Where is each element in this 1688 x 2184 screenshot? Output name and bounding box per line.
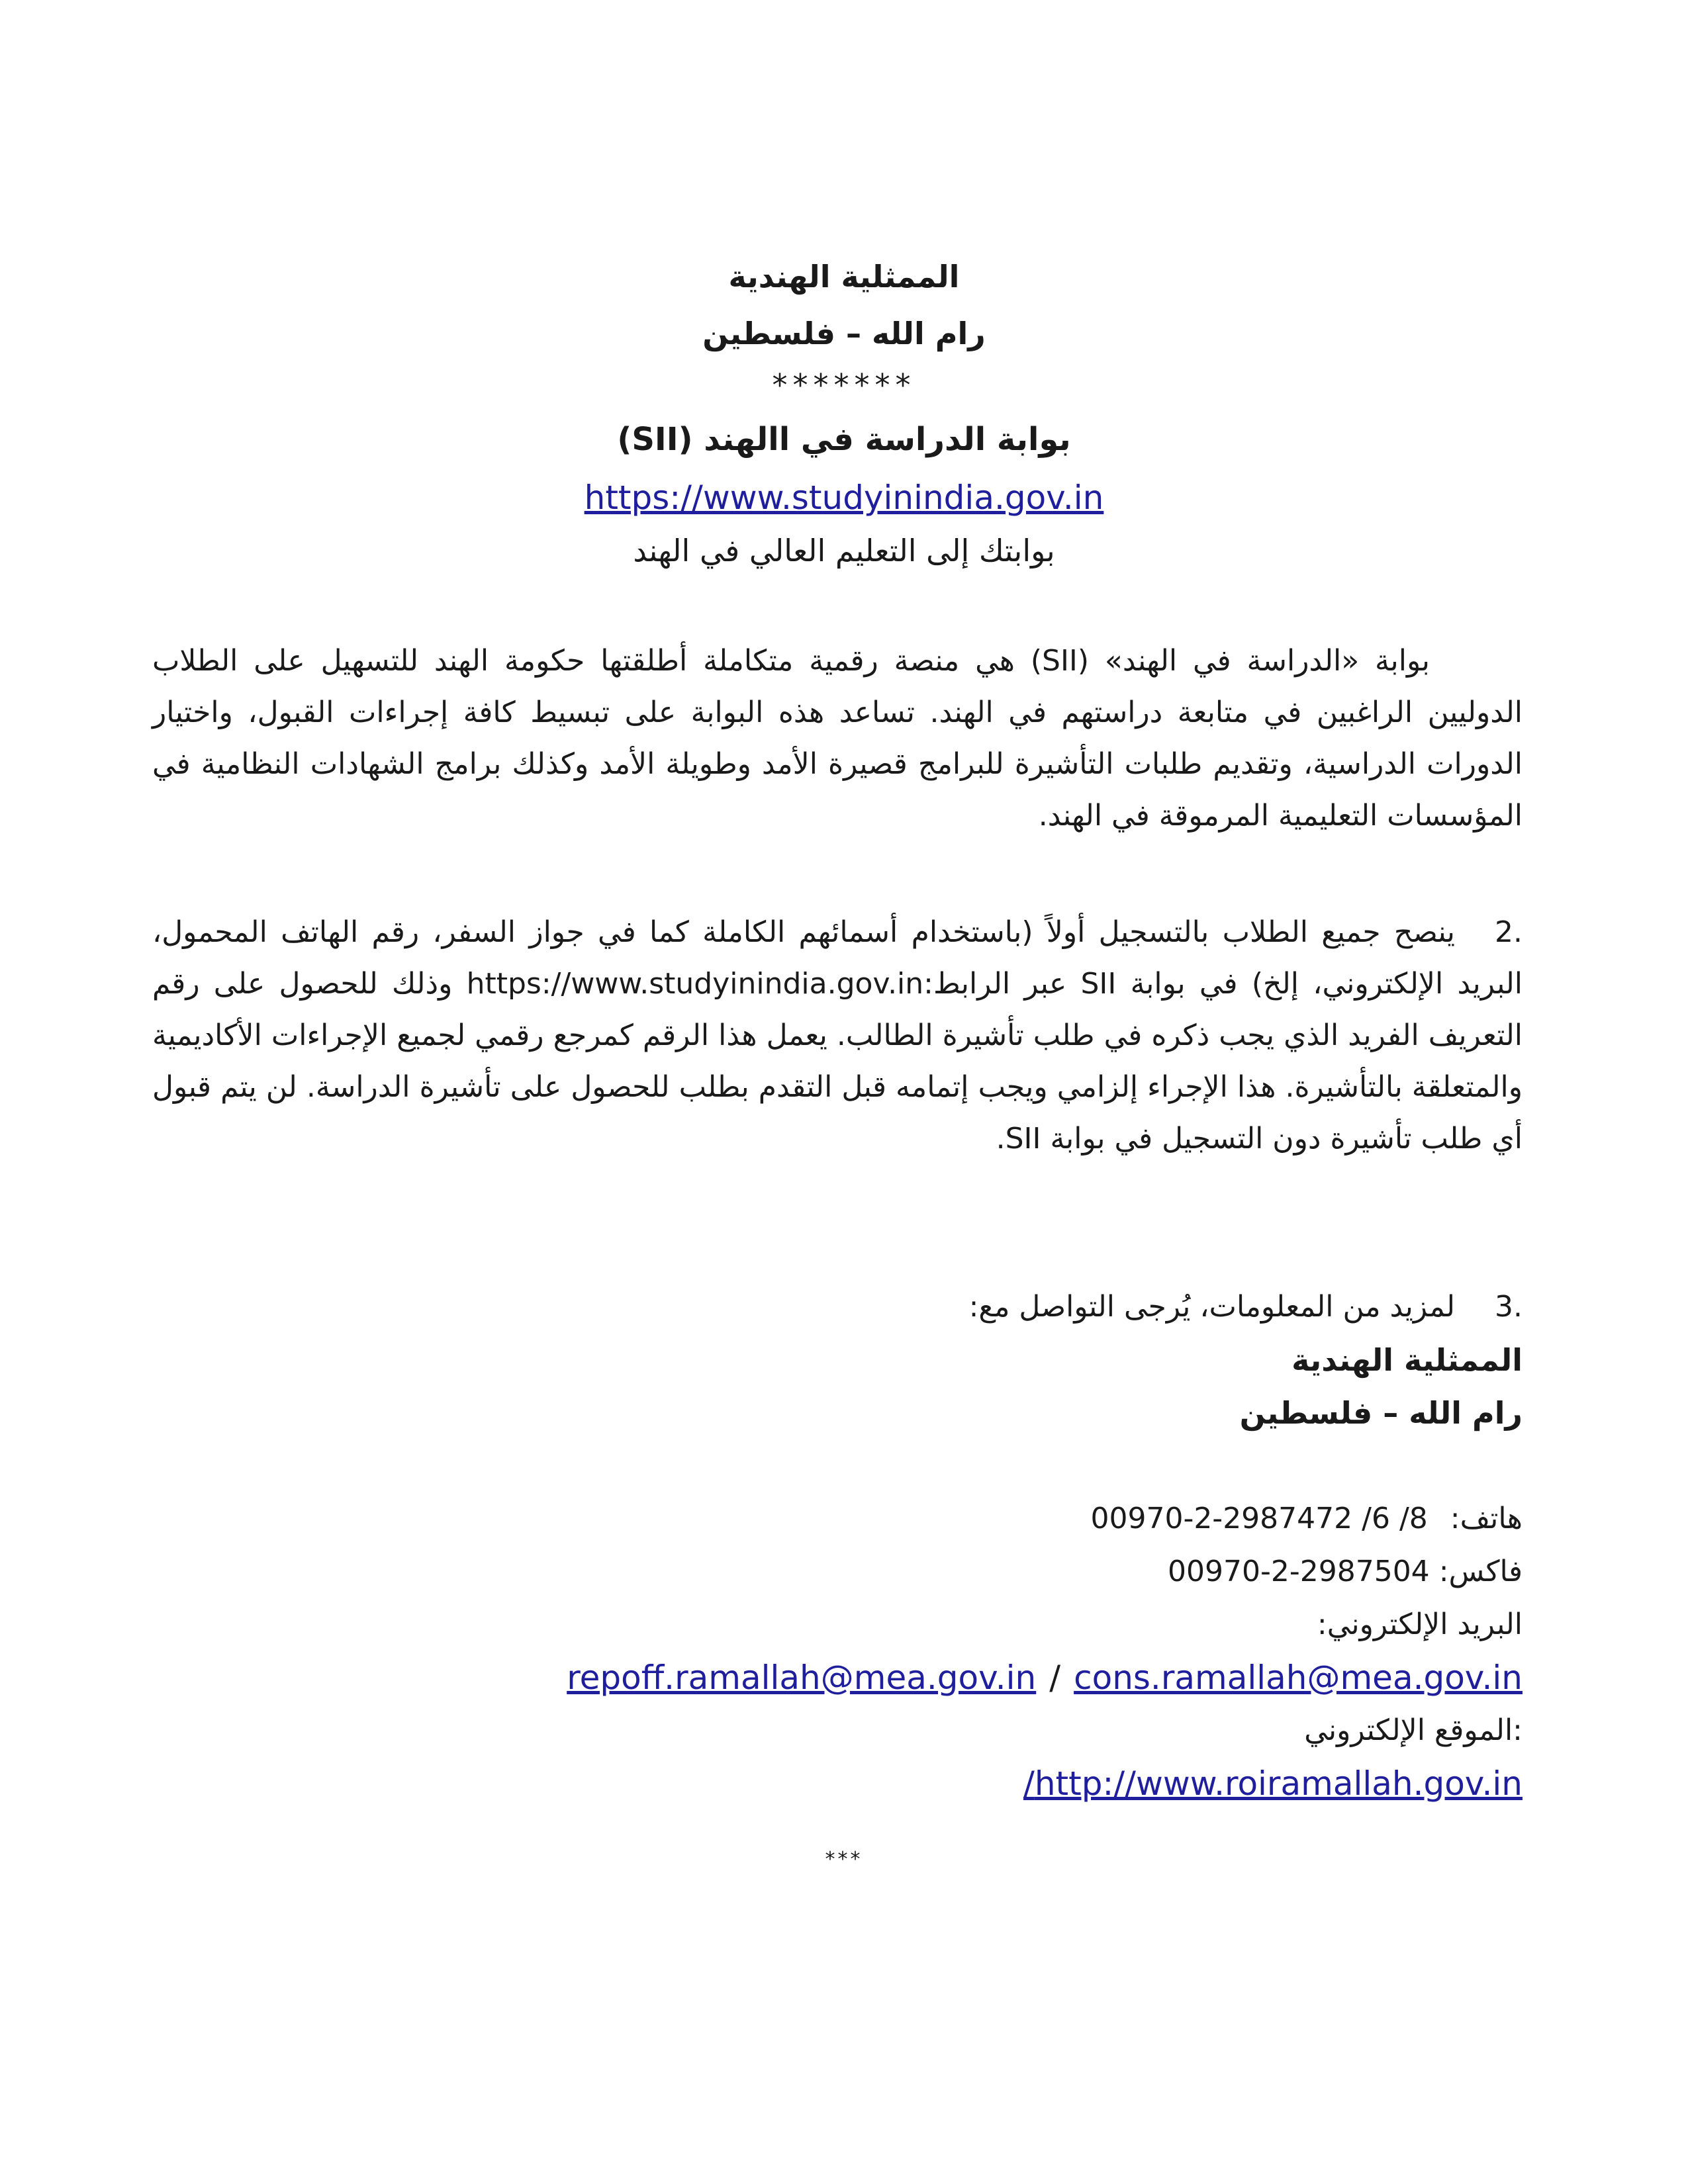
contact-block	[152, 1281, 1523, 1810]
tagline: بوابتك إلى التعليم العالي في الهند	[633, 533, 1055, 569]
website-link[interactable]: http://www.roiramallah.gov.in/	[1023, 1764, 1523, 1803]
fax-label: فاكس:	[1438, 1555, 1523, 1588]
paragraph-contact-intro	[152, 1281, 1523, 1334]
portal-link[interactable]: https://www.studyinindia.gov.in	[584, 478, 1104, 517]
phone-value: 00970-2-2987472 /6 /8	[1090, 1502, 1428, 1535]
portal-url-line	[0, 471, 1688, 524]
website-label: :الموقع الإلكتروني	[1304, 1713, 1523, 1747]
email-separator: /	[1049, 1659, 1061, 1697]
email-link-repoff[interactable]: repoff.ramallah@mea.gov.in	[567, 1659, 1037, 1697]
header-block	[0, 245, 1688, 577]
paragraph-intro-text: بوابة «الدراسة في الهند» (SII) هي منصة رقمية متكاملة أطلقتها حكومة الهند للتسهيل على الطلاب الدوليين الراغبين في متابعة دراستهم في الهند. تساعد هذه البوابة على تبسيط كافة إجراءات القبول، واختيار الدورات الدراسية، وتقديم طلبات التأشيرة للبرامج قصيرة الأمد وطويلة الأمد وكذلك برامج الشهادات النظامية في المؤسسات التعليمية المرموقة في الهند.	[152, 644, 1523, 833]
portal-title: بوابة الدراسة في االهند (SII)	[617, 421, 1071, 458]
fax-value: 00970-2-2987504	[1168, 1555, 1430, 1588]
phone-label: هاتف:	[1450, 1502, 1523, 1535]
separator-stars: *******	[772, 367, 916, 403]
email-links	[152, 1651, 1523, 1704]
contact-intro-text: لمزيد من المعلومات، يُرجى التواصل مع:	[968, 1290, 1456, 1324]
contact-org-name: الممثلية الهندية	[1291, 1342, 1523, 1378]
paragraph-number: 2.	[1495, 915, 1523, 949]
paragraph-registration-text: ينصح جميع الطلاب بالتسجيل أولاً (باستخدام أسمائهم الكاملة كما في جواز السفر، رقم الهاتف المحمول، البريد الإلكتروني، إلخ) في بوابة SII عبر الرابط:https://www.studyinindia.gov.in وذلك للحصول على رقم التعريف الفريد الذي يجب ذكره في طلب تأشيرة الطالب. يعمل هذا الرقم كمرجع رقمي لجميع الإجراءات الأكاديمية والمتعلقة بالتأشيرة. هذا الإجراء إلزامي ويجب إتمامه قبل التقدم بطلب للحصول على تأشيرة الدراسة. لن يتم قبول أي طلب تأشيرة دون التسجيل في بوابة SII.	[152, 915, 1523, 1156]
org-name: الممثلية الهندية	[728, 259, 960, 295]
paragraph-registration	[152, 907, 1523, 1165]
fax-line	[152, 1545, 1523, 1598]
email-link-cons[interactable]: cons.ramallah@mea.gov.in	[1074, 1659, 1523, 1697]
paragraph-number: 3.	[1495, 1290, 1523, 1324]
end-mark: ***	[825, 1848, 863, 1871]
phone-line	[152, 1492, 1523, 1545]
email-label: البريد الإلكتروني:	[1317, 1608, 1523, 1641]
website-line	[152, 1757, 1523, 1810]
location: رام الله – فلسطين	[702, 316, 986, 351]
spacer	[152, 1439, 1523, 1492]
contact-location: رام الله – فلسطين	[1239, 1395, 1523, 1431]
paragraph-intro	[152, 635, 1523, 842]
